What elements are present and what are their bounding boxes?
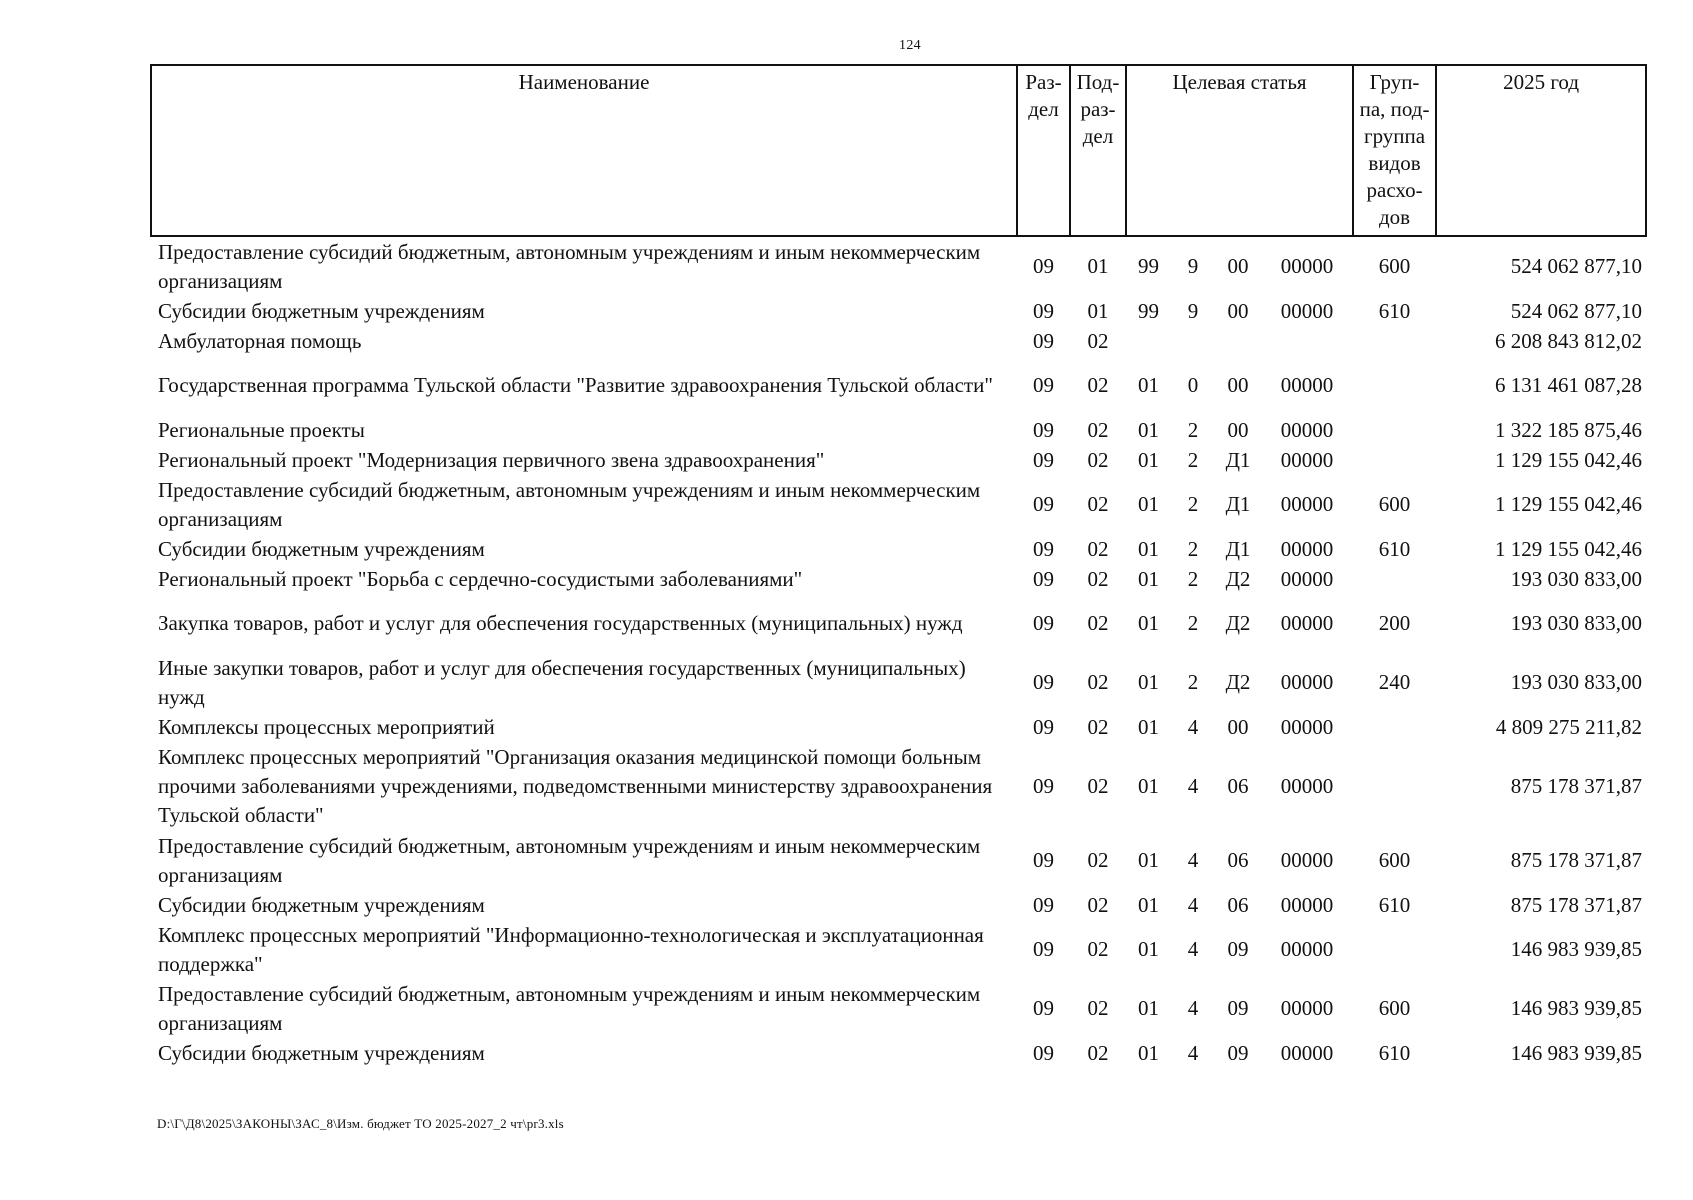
row-target-type: 9 [1187, 298, 1199, 323]
row-name: Комплексы процессных мероприятий [158, 714, 495, 739]
row-expense-group: 610 [1378, 298, 1411, 323]
row-expense-group: 610 [1378, 536, 1411, 561]
row-target-program [1126, 326, 1171, 356]
row-target-type [1171, 326, 1215, 356]
row-amount: 4 809 275 211,82 [1495, 714, 1643, 739]
row-name: Иные закупки товаров, работ и услуг для обеспечения государственных (муниципальных) нужд [158, 655, 966, 709]
row-expense-group [1353, 712, 1436, 742]
row-amount: 524 062 877,10 [1510, 254, 1643, 278]
row-amount: 146 983 939,85 [1510, 937, 1643, 961]
row-target-type: 4 [1187, 774, 1199, 798]
row-name: Региональные проекты [158, 417, 365, 442]
row-target-code: 00000 [1280, 892, 1334, 917]
row-podrazdel: 02 [1087, 328, 1109, 353]
table-row [151, 564, 1646, 594]
page-number: 124 [899, 38, 921, 53]
table-row [151, 653, 1646, 712]
row-target-program: 99 [1138, 298, 1159, 323]
row-amount: 1 129 155 042,46 [1495, 447, 1643, 472]
row-expense-group: 600 [1378, 492, 1411, 516]
row-podrazdel: 02 [1087, 492, 1109, 516]
row-podrazdel: 02 [1087, 996, 1109, 1020]
row-amount: 524 062 877,10 [1510, 298, 1643, 323]
row-target-code: 00000 [1280, 937, 1334, 961]
row-podrazdel: 02 [1087, 447, 1109, 472]
row-razdel: 09 [1033, 996, 1054, 1020]
row-name: Региональный проект "Модернизация первичного звена здравоохранения" [158, 447, 825, 472]
footer-file-path: D:\Г\Д8\2025\ЗАКОНЫ\ЗАС_8\Изм. бюджет ТО 2025-2027_2 чт\pr3.xls [157, 1116, 564, 1131]
header-podrazdel: Под- раз- дел [1070, 65, 1126, 236]
row-target-type: 4 [1187, 714, 1199, 739]
row-expense-group: 600 [1378, 996, 1411, 1020]
table-row [151, 920, 1646, 979]
row-name: Предоставление субсидий бюджетным, автономным учреждениям и иным некоммерческим организациям [158, 477, 981, 531]
row-expense-group [1353, 742, 1436, 831]
table-row [151, 979, 1646, 1038]
row-target-direction: Д2 [1225, 611, 1251, 635]
row-expense-group: 600 [1378, 254, 1411, 278]
row-target-type: 4 [1187, 1040, 1199, 1065]
table-row [151, 475, 1646, 534]
row-amount: 875 178 371,87 [1510, 774, 1643, 798]
row-target-code: 00000 [1280, 774, 1334, 798]
row-target-type: 2 [1187, 670, 1199, 694]
row-podrazdel: 02 [1087, 774, 1109, 798]
row-amount: 146 983 939,85 [1510, 1040, 1643, 1065]
row-target-type: 9 [1187, 254, 1199, 278]
budget-table [150, 64, 1647, 1068]
row-target-program: 01 [1138, 774, 1159, 798]
table-row [151, 712, 1646, 742]
row-amount: 875 178 371,87 [1510, 892, 1643, 917]
row-target-direction: Д2 [1225, 670, 1251, 694]
row-podrazdel: 02 [1087, 714, 1109, 739]
row-expense-group: 240 [1378, 670, 1411, 694]
row-expense-group [1353, 356, 1436, 415]
row-target-direction: 06 [1227, 892, 1249, 917]
row-name: Субсидии бюджетным учреждениям [158, 892, 485, 917]
row-amount: 1 322 185 875,46 [1495, 417, 1643, 442]
row-target-type: 2 [1187, 417, 1199, 442]
row-razdel: 09 [1033, 714, 1054, 739]
row-target-program: 01 [1138, 1040, 1159, 1065]
row-target-direction: Д1 [1225, 536, 1251, 561]
row-podrazdel: 02 [1087, 417, 1109, 442]
row-target-program: 01 [1138, 373, 1159, 397]
row-name: Амбулаторная помощь [158, 328, 362, 353]
table-row [151, 890, 1646, 920]
row-target-type: 2 [1187, 447, 1199, 472]
row-podrazdel: 02 [1087, 670, 1109, 694]
row-amount: 6 208 843 812,02 [1495, 328, 1643, 353]
row-amount: 193 030 833,00 [1510, 566, 1643, 591]
row-name: Региональный проект "Борьба с сердечно-сосудистыми заболеваниями" [158, 566, 803, 591]
row-target-direction: 06 [1227, 848, 1249, 872]
row-target-type: 2 [1187, 611, 1199, 635]
row-target-direction: Д1 [1225, 447, 1251, 472]
row-target-direction: 09 [1227, 996, 1249, 1020]
row-target-direction: 09 [1227, 937, 1249, 961]
row-name: Закупка товаров, работ и услуг для обеспечения государственных (муниципальных) нужд [158, 611, 963, 635]
row-razdel: 09 [1033, 328, 1054, 353]
row-target-type: 4 [1187, 996, 1199, 1020]
row-expense-group: 610 [1378, 1040, 1411, 1065]
row-target-program: 01 [1138, 670, 1159, 694]
row-expense-group [1353, 445, 1436, 475]
table-row [151, 296, 1646, 326]
row-target-program: 01 [1138, 417, 1159, 442]
row-podrazdel: 02 [1087, 536, 1109, 561]
row-target-direction: Д2 [1225, 566, 1251, 591]
row-target-code: 00000 [1280, 670, 1334, 694]
row-name: Государственная программа Тульской области "Развитие здравоохранения Тульской области" [158, 373, 993, 397]
header-year: 2025 год [1436, 65, 1646, 236]
table-row [151, 594, 1646, 653]
row-target-program: 01 [1138, 447, 1159, 472]
row-target-direction: 00 [1227, 417, 1249, 442]
row-target-program: 01 [1138, 892, 1159, 917]
row-target-type: 0 [1187, 373, 1199, 397]
row-target-program: 99 [1138, 254, 1159, 278]
row-target-code [1261, 326, 1353, 356]
row-target-direction: 00 [1227, 254, 1249, 278]
row-amount: 1 129 155 042,46 [1495, 536, 1643, 561]
row-target-type: 4 [1187, 892, 1199, 917]
row-amount: 146 983 939,85 [1510, 996, 1643, 1020]
header-group: Груп- па, под- группа видов расхо- дов [1353, 65, 1436, 236]
row-razdel: 09 [1033, 298, 1054, 323]
row-target-program: 01 [1138, 536, 1159, 561]
header-target: Целевая статья [1126, 65, 1353, 236]
row-expense-group: 200 [1378, 611, 1411, 635]
row-razdel: 09 [1033, 417, 1054, 442]
row-name: Субсидии бюджетным учреждениям [158, 1040, 485, 1065]
row-podrazdel: 02 [1087, 937, 1109, 961]
row-razdel: 09 [1033, 373, 1054, 397]
header-razdel: Раз- дел [1017, 65, 1070, 236]
table-row [151, 415, 1646, 445]
row-target-type: 2 [1187, 566, 1199, 591]
row-target-code: 00000 [1280, 996, 1334, 1020]
row-razdel: 09 [1033, 1040, 1054, 1065]
row-razdel: 09 [1033, 892, 1054, 917]
table-row [151, 326, 1646, 356]
row-amount: 875 178 371,87 [1510, 848, 1643, 872]
row-target-code: 00000 [1280, 566, 1334, 591]
row-target-program: 01 [1138, 937, 1159, 961]
row-target-code: 00000 [1280, 417, 1334, 442]
table-row [151, 445, 1646, 475]
row-podrazdel: 02 [1087, 848, 1109, 872]
table-row [151, 534, 1646, 564]
row-name: Предоставление субсидий бюджетным, автономным учреждениям и иным некоммерческим организациям [158, 239, 981, 293]
table-header-row [151, 65, 1646, 236]
row-target-code: 00000 [1280, 1040, 1334, 1065]
row-podrazdel: 02 [1087, 611, 1109, 635]
row-target-program: 01 [1138, 492, 1159, 516]
row-target-program: 01 [1138, 566, 1159, 591]
row-razdel: 09 [1033, 492, 1054, 516]
row-target-program: 01 [1138, 714, 1159, 739]
row-target-direction: 00 [1227, 714, 1249, 739]
row-target-code: 00000 [1280, 848, 1334, 872]
row-podrazdel: 01 [1087, 254, 1109, 278]
row-razdel: 09 [1033, 774, 1054, 798]
row-razdel: 09 [1033, 447, 1054, 472]
row-target-direction: 00 [1227, 373, 1249, 397]
row-target-type: 2 [1187, 536, 1199, 561]
header-name: Наименование [151, 65, 1017, 236]
table-row [151, 1038, 1646, 1068]
row-razdel: 09 [1033, 670, 1054, 694]
table-row [151, 236, 1646, 296]
row-name: Субсидии бюджетным учреждениям [158, 298, 485, 323]
row-name: Комплекс процессных мероприятий "Организация оказания медицинской помощи больным прочими заболеваниями учреждениями, подведомственными министерству здравоохранения Тульской области" [158, 745, 993, 827]
row-target-code: 00000 [1280, 447, 1334, 472]
row-target-type: 4 [1187, 937, 1199, 961]
row-target-direction [1215, 326, 1261, 356]
row-name: Комплекс процессных мероприятий "Информационно-технологическая и эксплуатационная поддержка" [158, 922, 984, 976]
row-razdel: 09 [1033, 254, 1054, 278]
row-expense-group [1353, 920, 1436, 979]
row-razdel: 09 [1033, 937, 1054, 961]
row-target-code: 00000 [1280, 536, 1334, 561]
row-expense-group [1353, 564, 1436, 594]
row-target-direction: 09 [1227, 1040, 1249, 1065]
table-row [151, 356, 1646, 415]
row-target-direction: 06 [1227, 774, 1249, 798]
row-target-code: 00000 [1280, 254, 1334, 278]
row-podrazdel: 02 [1087, 892, 1109, 917]
row-amount: 1 129 155 042,46 [1495, 492, 1643, 516]
row-podrazdel: 02 [1087, 1040, 1109, 1065]
row-name: Предоставление субсидий бюджетным, автономным учреждениям и иным некоммерческим организациям [158, 981, 981, 1035]
table-row [151, 831, 1646, 890]
row-target-type: 4 [1187, 848, 1199, 872]
row-amount: 193 030 833,00 [1510, 611, 1643, 635]
row-razdel: 09 [1033, 566, 1054, 591]
row-target-program: 01 [1138, 848, 1159, 872]
row-expense-group: 600 [1378, 848, 1411, 872]
row-razdel: 09 [1033, 536, 1054, 561]
table-row [151, 742, 1646, 831]
row-podrazdel: 02 [1087, 373, 1109, 397]
row-target-code: 00000 [1280, 492, 1334, 516]
row-target-code: 00000 [1280, 298, 1334, 323]
row-target-program: 01 [1138, 996, 1159, 1020]
row-amount: 6 131 461 087,28 [1495, 373, 1643, 397]
row-amount: 193 030 833,00 [1510, 670, 1643, 694]
row-target-code: 00000 [1280, 373, 1334, 397]
row-expense-group [1353, 326, 1436, 356]
row-target-direction: 00 [1227, 298, 1249, 323]
row-podrazdel: 02 [1087, 566, 1109, 591]
row-podrazdel: 01 [1087, 298, 1109, 323]
row-expense-group [1353, 415, 1436, 445]
row-name: Субсидии бюджетным учреждениям [158, 536, 485, 561]
row-target-code: 00000 [1280, 714, 1334, 739]
row-target-program: 01 [1138, 611, 1159, 635]
row-name: Предоставление субсидий бюджетным, автономным учреждениям и иным некоммерческим организациям [158, 833, 981, 887]
row-expense-group: 610 [1378, 892, 1411, 917]
row-target-direction: Д1 [1225, 492, 1251, 516]
row-target-code: 00000 [1280, 611, 1334, 635]
row-target-type: 2 [1187, 492, 1199, 516]
row-razdel: 09 [1033, 848, 1054, 872]
row-razdel: 09 [1033, 611, 1054, 635]
